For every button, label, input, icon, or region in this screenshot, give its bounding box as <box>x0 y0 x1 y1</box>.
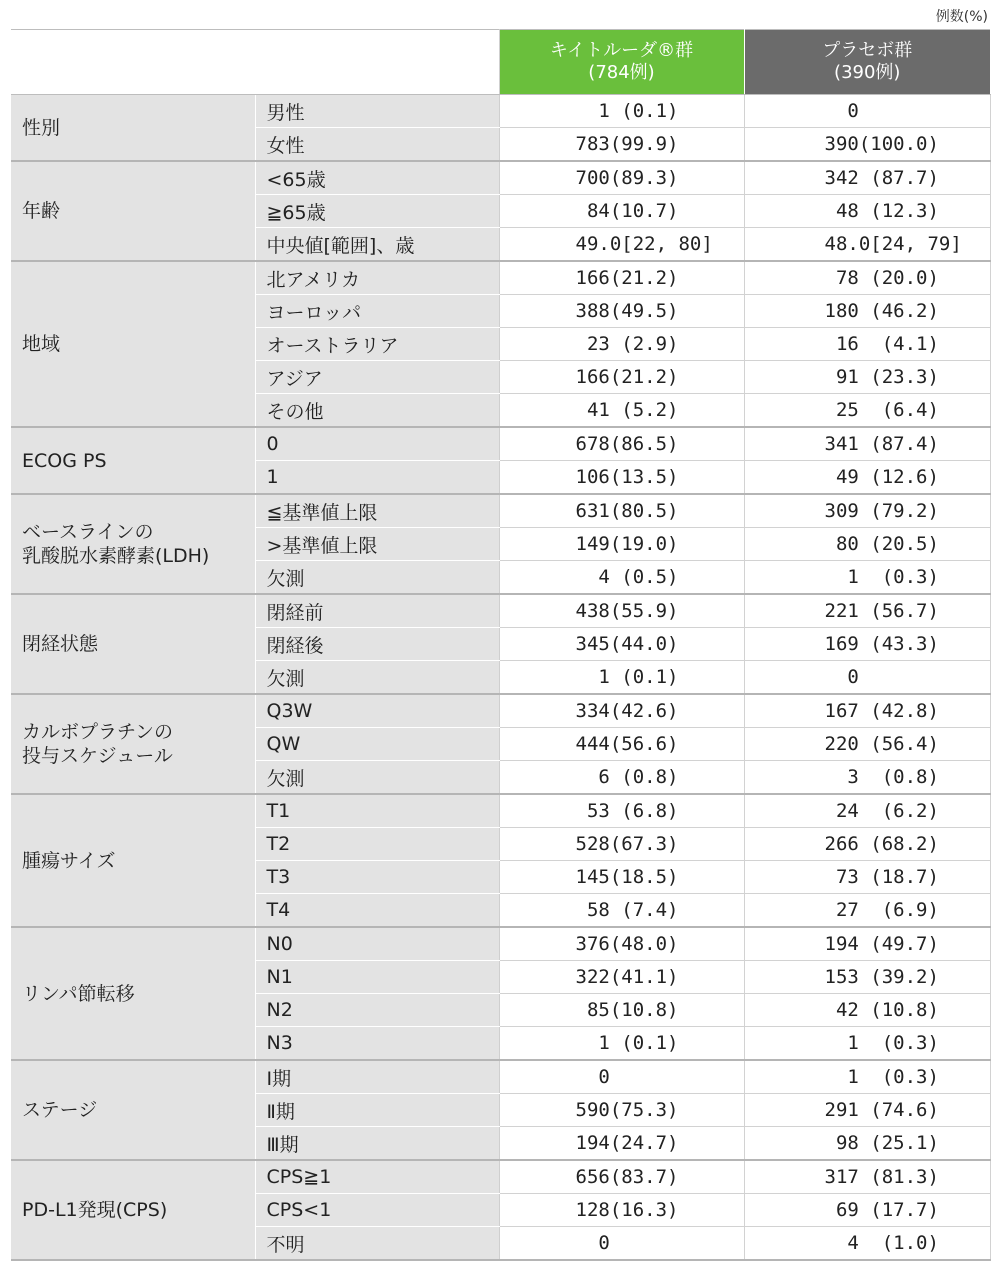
table-row <box>11 594 990 628</box>
subcategory-label: その他 <box>255 394 499 428</box>
subcategory-label: CPS≧1 <box>255 1160 499 1194</box>
keytruda-value: 1 (0.1) <box>499 661 744 695</box>
keytruda-value: 106(13.5) <box>499 461 744 495</box>
keytruda-value: 376(48.0) <box>499 927 744 961</box>
subcategory-label: 1 <box>255 461 499 495</box>
keytruda-value: 322(41.1) <box>499 961 744 994</box>
table-row <box>11 494 990 528</box>
category-label: ステージ <box>22 1099 98 1121</box>
placebo-value: 27 (6.9) <box>744 894 990 928</box>
placebo-value: 4 (1.0) <box>744 1227 990 1261</box>
keytruda-value: 84(10.7) <box>499 195 744 228</box>
keytruda-value: 528(67.3) <box>499 828 744 861</box>
keytruda-value: 388(49.5) <box>499 295 744 328</box>
placebo-value: 1 (0.3) <box>744 1027 990 1061</box>
category-cell <box>11 494 255 594</box>
subcategory-label: N0 <box>255 927 499 961</box>
placebo-value: 167 (42.8) <box>744 694 990 728</box>
placebo-value: 291 (74.6) <box>744 1094 990 1127</box>
table-header-row <box>11 30 990 95</box>
subcategory-label: Ⅰ期 <box>255 1060 499 1094</box>
keytruda-value: 0 <box>499 1227 744 1261</box>
header-keytruda <box>499 30 744 95</box>
subcategory-label: 閉経前 <box>255 594 499 628</box>
keytruda-value: 656(83.7) <box>499 1160 744 1194</box>
header-keytruda-n: (784例) <box>588 62 655 83</box>
keytruda-value: 590(75.3) <box>499 1094 744 1127</box>
keytruda-value: 41 (5.2) <box>499 394 744 428</box>
table-row <box>11 427 990 461</box>
keytruda-value: 194(24.7) <box>499 1127 744 1161</box>
placebo-value: 309 (79.2) <box>744 494 990 528</box>
placebo-value: 153 (39.2) <box>744 961 990 994</box>
keytruda-value: 783(99.9) <box>499 128 744 162</box>
keytruda-value: 128(16.3) <box>499 1194 744 1227</box>
keytruda-value: 4 (0.5) <box>499 561 744 595</box>
keytruda-value: 166(21.2) <box>499 261 744 295</box>
keytruda-value: 1 (0.1) <box>499 95 744 128</box>
keytruda-value: 166(21.2) <box>499 361 744 394</box>
keytruda-value: 0 <box>499 1060 744 1094</box>
placebo-value: 1 (0.3) <box>744 561 990 595</box>
keytruda-value: 334(42.6) <box>499 694 744 728</box>
placebo-value: 0 <box>744 661 990 695</box>
subcategory-label: QW <box>255 728 499 761</box>
placebo-value: 98 (25.1) <box>744 1127 990 1161</box>
placebo-value: 342 (87.7) <box>744 161 990 195</box>
subcategory-label: T3 <box>255 861 499 894</box>
subcategory-label: Q3W <box>255 694 499 728</box>
keytruda-value: 700(89.3) <box>499 161 744 195</box>
category-cell <box>11 95 255 162</box>
table-row <box>11 694 990 728</box>
keytruda-value: 145(18.5) <box>499 861 744 894</box>
table-row <box>11 261 990 295</box>
subcategory-label: 不明 <box>255 1227 499 1261</box>
subcategory-label: 女性 <box>255 128 499 162</box>
placebo-value: 194 (49.7) <box>744 927 990 961</box>
keytruda-value: 678(86.5) <box>499 427 744 461</box>
placebo-value: 1 (0.3) <box>744 1060 990 1094</box>
header-placebo-title: プラセボ群 <box>822 40 913 61</box>
keytruda-value: 444(56.6) <box>499 728 744 761</box>
subcategory-label: 欠測 <box>255 561 499 595</box>
placebo-value: 0 <box>744 95 990 128</box>
placebo-value: 16 (4.1) <box>744 328 990 361</box>
table-body <box>11 95 990 1261</box>
subcategory-label: 閉経後 <box>255 628 499 661</box>
category-cell <box>11 261 255 427</box>
keytruda-value: 53 (6.8) <box>499 794 744 828</box>
keytruda-value: 438(55.9) <box>499 594 744 628</box>
header-placebo-n: (390例) <box>834 62 901 83</box>
subcategory-label: <65歳 <box>255 161 499 195</box>
subcategory-label: ヨーロッパ <box>255 295 499 328</box>
placebo-value: 49 (12.6) <box>744 461 990 495</box>
subcategory-label: T4 <box>255 894 499 928</box>
placebo-value: 266 (68.2) <box>744 828 990 861</box>
subcategory-label: 0 <box>255 427 499 461</box>
table-row <box>11 927 990 961</box>
table-row <box>11 1160 990 1194</box>
keytruda-value: 345(44.0) <box>499 628 744 661</box>
unit-label: 例数(%) <box>935 9 988 25</box>
placebo-value: 48.0[24, 79] <box>744 228 990 262</box>
header-keytruda-title: キイトルーダ®群 <box>549 40 694 61</box>
subcategory-label: CPS<1 <box>255 1194 499 1227</box>
subcategory-label: Ⅲ期 <box>255 1127 499 1161</box>
header-blank <box>11 30 499 95</box>
keytruda-value: 149(19.0) <box>499 528 744 561</box>
placebo-value: 220 (56.4) <box>744 728 990 761</box>
category-label: 腫瘍サイズ <box>22 849 116 872</box>
table-row <box>11 95 990 128</box>
placebo-value: 80 (20.5) <box>744 528 990 561</box>
subcategory-label: ≦基準値上限 <box>255 494 499 528</box>
category-cell <box>11 1160 255 1260</box>
category-cell <box>11 161 255 261</box>
table-row <box>11 794 990 828</box>
baseline-characteristics-table <box>11 29 991 1261</box>
category-cell <box>11 594 255 694</box>
placebo-value: 91 (23.3) <box>744 361 990 394</box>
category-label: ECOG PS <box>22 449 107 472</box>
category-label: 乳酸脱水素酵素(LDH) <box>22 545 210 567</box>
placebo-value: 25 (6.4) <box>744 394 990 428</box>
keytruda-value: 1 (0.1) <box>499 1027 744 1061</box>
category-cell <box>11 427 255 494</box>
subcategory-label: 北アメリカ <box>255 261 499 295</box>
subcategory-label: 中央値[範囲]、歳 <box>255 228 499 262</box>
category-cell <box>11 794 255 927</box>
subcategory-label: T2 <box>255 828 499 861</box>
placebo-value: 69 (17.7) <box>744 1194 990 1227</box>
subcategory-label: オーストラリア <box>255 328 499 361</box>
subcategory-label: N1 <box>255 961 499 994</box>
category-cell <box>11 694 255 794</box>
subcategory-label: アジア <box>255 361 499 394</box>
placebo-value: 48 (12.3) <box>744 195 990 228</box>
category-label: PD-L1発現(CPS) <box>22 1199 168 1221</box>
category-label: 性別 <box>22 116 61 139</box>
keytruda-value: 23 (2.9) <box>499 328 744 361</box>
placebo-value: 78 (20.0) <box>744 261 990 295</box>
category-label: ベースラインの <box>22 521 154 543</box>
subcategory-label: N3 <box>255 1027 499 1061</box>
keytruda-value: 631(80.5) <box>499 494 744 528</box>
subcategory-label: N2 <box>255 994 499 1027</box>
category-label: 投与スケジュール <box>22 745 173 767</box>
subcategory-label: >基準値上限 <box>255 528 499 561</box>
keytruda-value: 85(10.8) <box>499 994 744 1027</box>
placebo-value: 42 (10.8) <box>744 994 990 1027</box>
subcategory-label: 男性 <box>255 95 499 128</box>
placebo-value: 24 (6.2) <box>744 794 990 828</box>
placebo-value: 317 (81.3) <box>744 1160 990 1194</box>
placebo-value: 3 (0.8) <box>744 761 990 795</box>
subcategory-label: 欠測 <box>255 761 499 795</box>
keytruda-value: 49.0[22, 80] <box>499 228 744 262</box>
subcategory-label: T1 <box>255 794 499 828</box>
table-row <box>11 1060 990 1094</box>
category-label: 閉経状態 <box>22 633 99 655</box>
category-cell <box>11 927 255 1060</box>
placebo-value: 180 (46.2) <box>744 295 990 328</box>
keytruda-value: 6 (0.8) <box>499 761 744 795</box>
table-row <box>11 161 990 195</box>
placebo-value: 390(100.0) <box>744 128 990 162</box>
placebo-value: 73 (18.7) <box>744 861 990 894</box>
category-label: リンパ節転移 <box>22 982 135 1005</box>
keytruda-value: 58 (7.4) <box>499 894 744 928</box>
category-label: カルボプラチンの <box>22 721 174 743</box>
category-cell <box>11 1060 255 1160</box>
header-placebo <box>744 30 990 95</box>
subcategory-label: Ⅱ期 <box>255 1094 499 1127</box>
subcategory-label: ≧65歳 <box>255 195 499 228</box>
placebo-value: 169 (43.3) <box>744 628 990 661</box>
category-label: 年齢 <box>22 200 61 222</box>
category-label: 地域 <box>22 333 61 355</box>
placebo-value: 221 (56.7) <box>744 594 990 628</box>
subcategory-label: 欠測 <box>255 661 499 695</box>
placebo-value: 341 (87.4) <box>744 427 990 461</box>
